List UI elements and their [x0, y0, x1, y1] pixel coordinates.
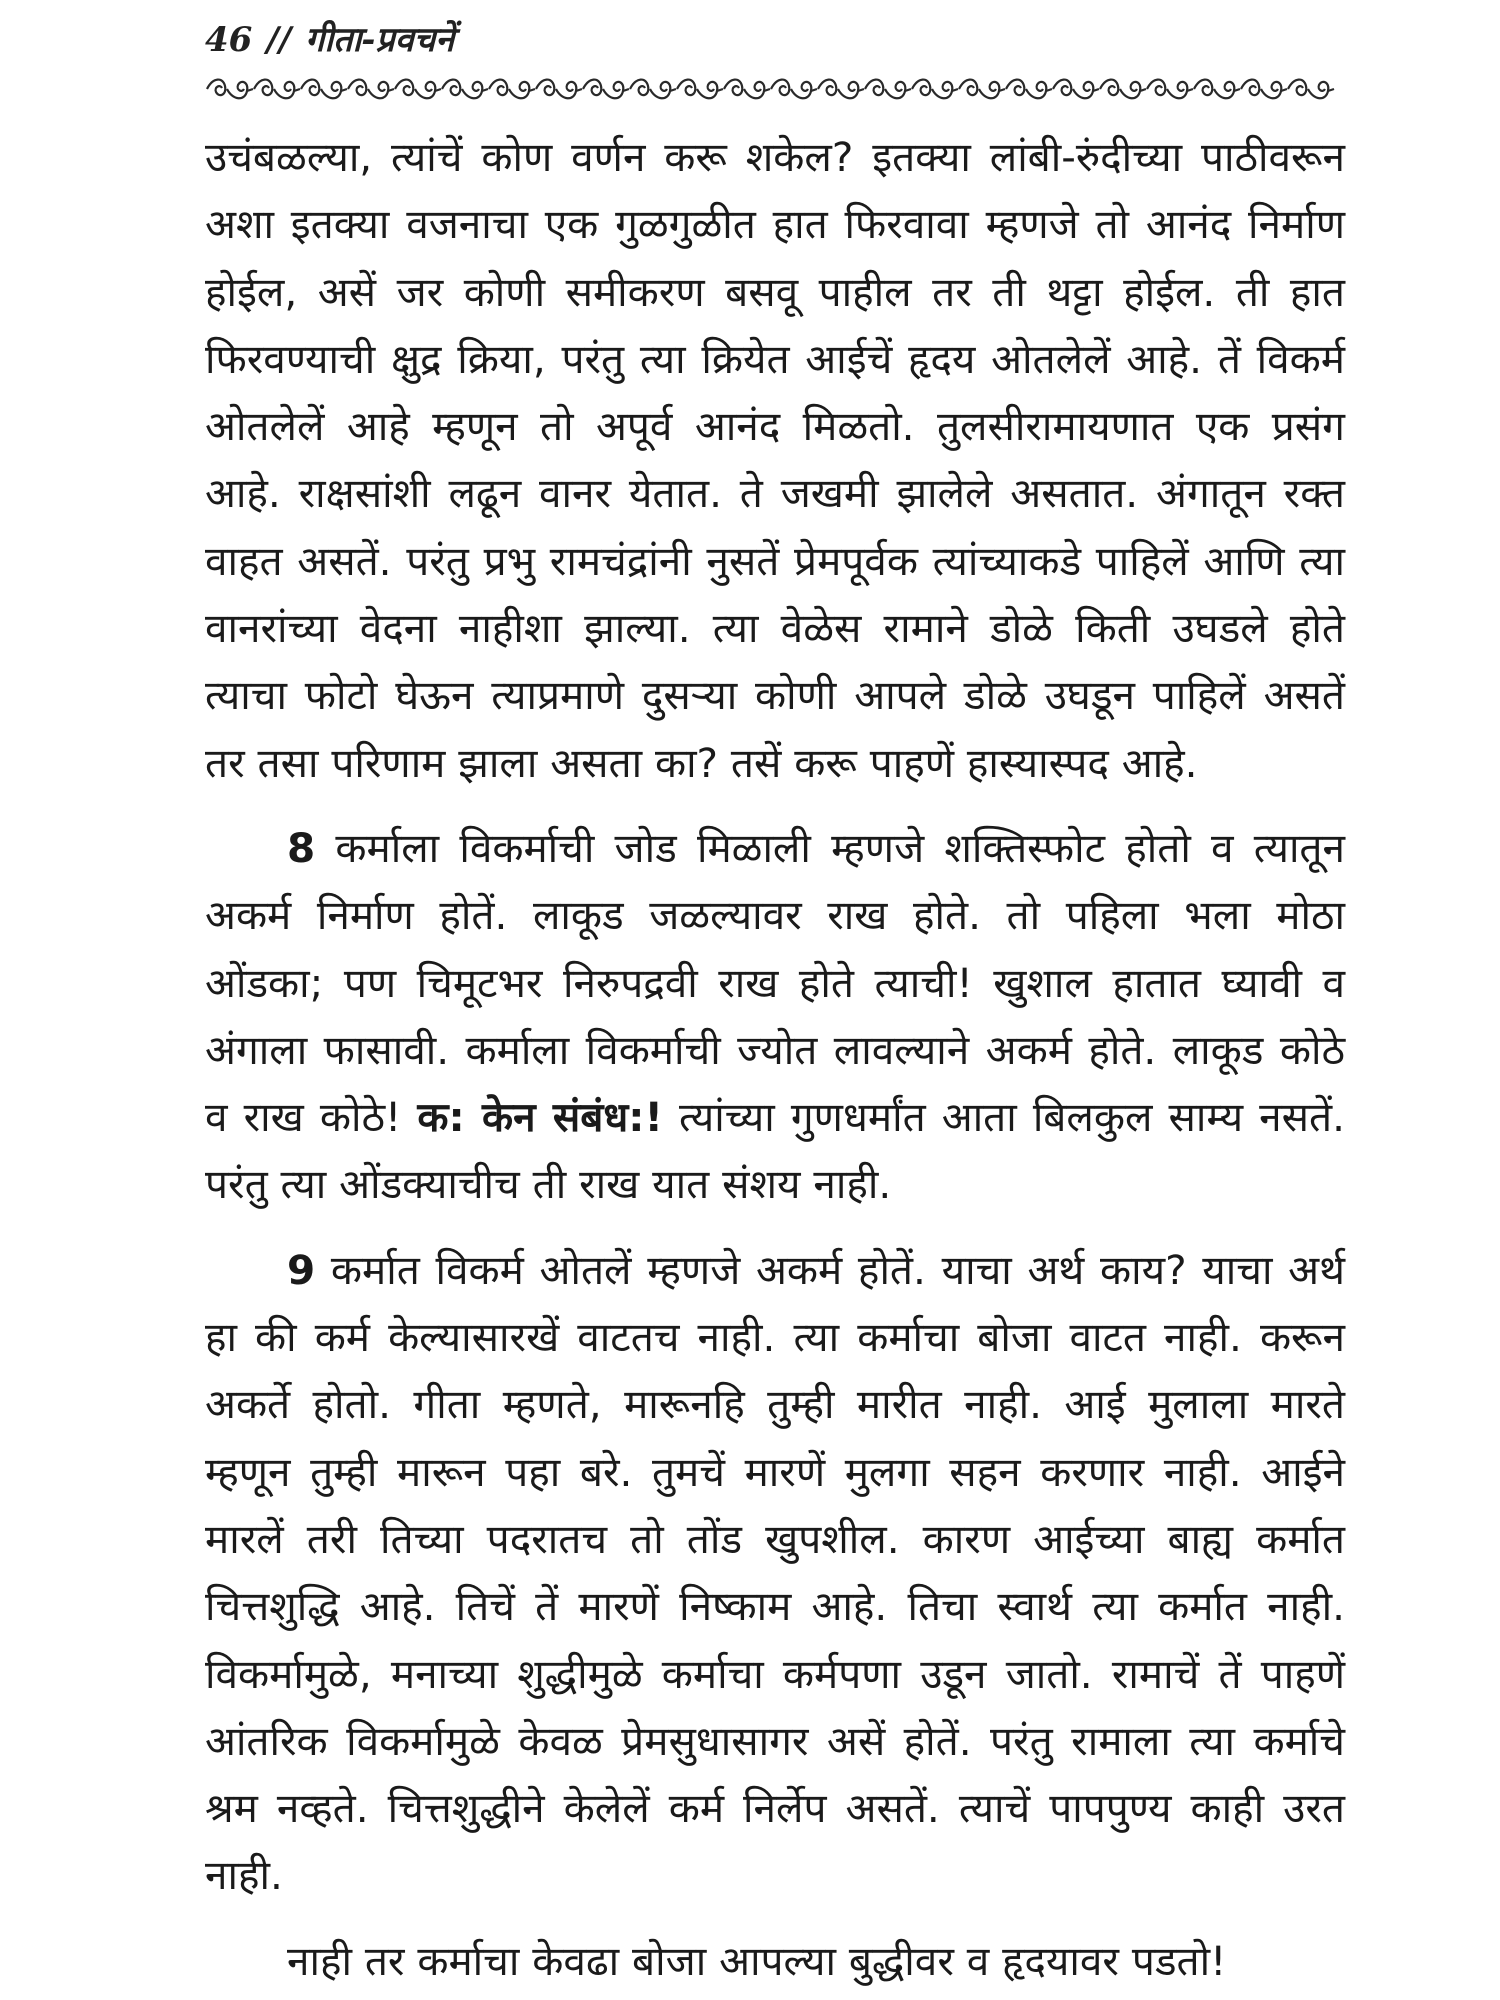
ornament-motif	[536, 80, 582, 99]
ornament-motif	[1147, 80, 1193, 99]
paragraph-closing: नाही तर कर्माचा केवढा बोजा आपल्या बुद्धीवर व हृदयावर पडतो!	[287, 1936, 1227, 1985]
running-head	[205, 18, 1345, 62]
ornament-motif	[959, 80, 1005, 99]
ornament-motif	[771, 80, 817, 99]
body-text	[205, 124, 1345, 1995]
ornament-motif	[254, 80, 300, 99]
ornament-motif	[301, 80, 347, 99]
ornament-motif	[818, 80, 864, 99]
paragraph-number: 9	[287, 1245, 316, 1294]
paragraph-text: कर्माला विकर्माची जोड मिळाली म्हणजे शक्तिस्फोट होतो व त्यातून अकर्म निर्माण होतें. लाकूड जळल्यावर राख होते. तो पहिला भला मोठा ओंडका; पण चिमूटभर निरुपद्रवी राख होते त्याची! खुशाल हातात घ्यावी व अंगाला फासावी. कर्माला विकर्माची ज्योत लावल्याने अकर्म होते. लाकूड कोठे व राख कोठे!	[205, 823, 1345, 1142]
ornament-motif	[395, 80, 441, 99]
ornament-motif	[1100, 80, 1146, 99]
paragraph-9	[205, 1237, 1345, 1910]
ornament-motif	[1241, 80, 1287, 99]
ornament-motif	[1288, 80, 1334, 99]
paragraph-text: कर्मात विकर्म ओतलें म्हणजे अकर्म होतें. याचा अर्थ काय? याचा अर्थ हा की कर्म केल्यासारखें वाटतच नाही. त्या कर्माचा बोजा वाटत नाही. करून अकर्ते होतो. गीता म्हणते, मारूनहि तुम्ही मारीत नाही. आई मुलाला मारते म्हणून तुम्ही मारून पहा बरे. तुमचें मारणें मुलगा सहन करणार नाही. आईने मारलें तरी तिच्या पदरातच तो तोंड खुपशील. कारण आईच्या बाह्य कर्मात चित्तशुद्धि आहे. तिचें तें मारणें निष्काम आहे. तिचा स्वार्थ त्या कर्मात नाही. विकर्मामुळे, मनाच्या शुद्धीमुळे कर्माचा कर्मपणा उडून जातो. रामाचें तें पाहणें आंतरिक विकर्मामुळे केवळ प्रेमसुधासागर असें होतें. परंतु रामाला त्या कर्माचे श्रम नव्हते. चित्तशुद्धीने केलेलें कर्म निर्लेप असतें. त्याचें पापपुण्य काही उरत नाही.	[205, 1245, 1345, 1900]
page-number: 46	[205, 20, 253, 60]
ornament-motif	[1194, 80, 1240, 99]
book-page	[205, 18, 1345, 1995]
paragraph-number: 8	[287, 823, 316, 872]
ornament-motif	[207, 80, 253, 99]
sanskrit-phrase: क: केन संबंध:!	[417, 1093, 663, 1142]
header-separator: //	[266, 20, 292, 60]
paragraph-continuation: उचंबळल्या, त्यांचें कोण वर्णन करू शकेल? इतक्या लांबी-रुंदीच्या पाठीवरून अशा इतक्या वजनाचा एक गुळगुळीत हात फिरवावा म्हणजे तो आनंद निर्माण होईल, असें जर कोणी समीकरण बसवू पाहील तर ती थट्टा होईल. ती हात फिरवण्याची क्षुद्र क्रिया, परंतु त्या क्रियेत आईचें हृदय ओतलेलें आहे. तें विकर्म ओतलेलें आहे म्हणून तो अपूर्व आनंद मिळतो. तुलसीरामायणात एक प्रसंग आहे. राक्षसांशी लढून वानर येतात. ते जखमी झालेले असतात. अंगातून रक्त वाहत असतें. परंतु प्रभु रामचंद्रांनी नुसतें प्रेमपूर्वक त्यांच्याकडे पाहिलें आणि त्या वानरांच्या वेदना नाहीशा झाल्या. त्या वेळेस रामाने डोळे किती उघडले होते त्याचा फोटो घेऊन त्याप्रमाणे दुसऱ्या कोणी आपले डोळे उघडून पाहिलें असतें तर तसा परिणाम झाला असता का? तसें करू पाहणें हास्यास्पद आहे.	[205, 133, 1345, 787]
ornament-motif	[912, 80, 958, 99]
ornament-motif	[630, 80, 676, 99]
ornament-motif	[1006, 80, 1052, 99]
ornament-motif	[583, 80, 629, 99]
ornamental-border	[205, 74, 1345, 104]
book-title: गीता-प्रवचनें	[305, 20, 455, 60]
ornament-motif	[489, 80, 535, 99]
ornament-motif	[442, 80, 488, 99]
ornament-motif	[1053, 80, 1099, 99]
ornament-motif	[677, 80, 723, 99]
paragraph-8	[205, 815, 1345, 1219]
paragraph-text: त्यांच्या गुणधर्मांत आता बिलकुल साम्य नसतें. परंतु त्या ओंडक्याचीच ती राख यात संशय नाही.	[205, 1093, 1345, 1209]
ornament-motif	[348, 80, 394, 99]
ornament-motif	[724, 80, 770, 99]
ornament-motif	[865, 80, 911, 99]
